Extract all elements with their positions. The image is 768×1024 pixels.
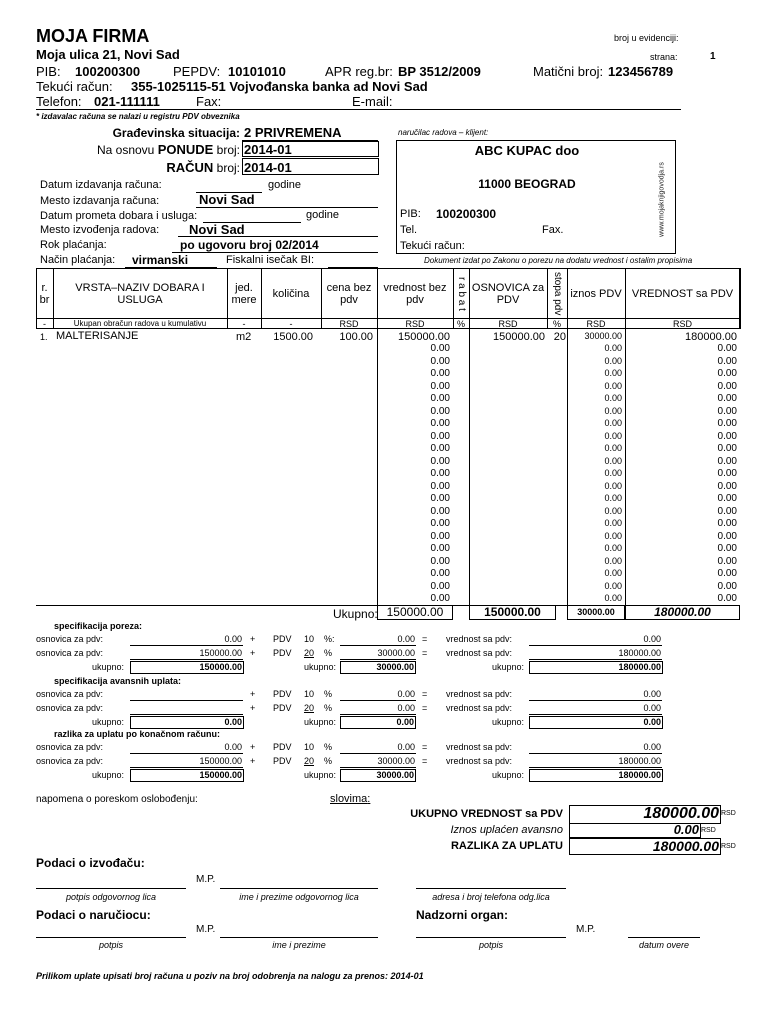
item-kolicina: 1500.00 xyxy=(273,331,313,343)
godine1: godine xyxy=(268,179,302,191)
zero-vrednost-pdv: 0.00 xyxy=(717,493,737,504)
zero-vrednost: 0.00 xyxy=(430,343,450,354)
zero-vrednost-pdv: 0.00 xyxy=(717,343,737,354)
equals-sign: = xyxy=(422,648,428,658)
pepdv-value: 10101010 xyxy=(228,64,286,79)
zero-vrednost: 0.00 xyxy=(430,455,450,467)
tekuci-value: 355-1025115-51 Vojvođanska banka ad Novi Sad xyxy=(131,79,428,94)
item-naziv: MALTERISANJE xyxy=(56,330,139,342)
table-unit-cell: - xyxy=(242,319,246,329)
total-osnovica: 150000.00 xyxy=(484,605,541,619)
table-unit-cell: Ukupan obračun radova u kumulativu xyxy=(73,319,207,328)
potpis-label-1: potpis xyxy=(98,940,124,950)
th-stopa: stopa pdv xyxy=(552,272,563,316)
osnovica-line xyxy=(130,659,243,660)
zero-vrednost-pdv: 0.00 xyxy=(717,368,737,379)
osnovica-line xyxy=(130,767,243,768)
zero-iznos-pdv: 0.00 xyxy=(604,443,622,453)
zero-vrednost: 0.00 xyxy=(430,580,450,592)
pdv-amount-line xyxy=(340,714,416,715)
item-cena: 100.00 xyxy=(339,331,373,343)
osnovica-value: 150000.00 xyxy=(199,648,242,658)
vrednost-line xyxy=(529,714,662,715)
table-unit-cell: - xyxy=(289,319,293,329)
racun-box xyxy=(242,158,379,175)
equals-sign: = xyxy=(422,703,428,713)
zero-vrednost-pdv: 0.00 xyxy=(717,530,737,542)
pct-sign: % xyxy=(324,742,333,752)
osnovica-label: osnovica za pdv: xyxy=(36,703,104,713)
th-osnovica: OSNOVICA za PDV xyxy=(471,282,545,306)
zero-vrednost-pdv: 0.00 xyxy=(717,393,737,404)
th-naziv: VRSTA–NAZIV DOBARA I USLUGA xyxy=(75,282,205,306)
ukupno-osnovica: 150000.00 xyxy=(199,770,242,780)
pdv-amount: 0.00 xyxy=(397,689,415,699)
osnovica-value: 0.00 xyxy=(224,634,242,644)
sig-line-2 xyxy=(220,888,378,889)
ime-prezime-label: ime i prezime xyxy=(272,940,326,950)
racun-label xyxy=(60,160,240,175)
pdv-register-note: * izdavalac računa se nalazi u registru PDV obveznika xyxy=(36,112,240,121)
datum-overe-label: datum overe xyxy=(638,940,690,950)
potpis-label-2: potpis xyxy=(478,940,504,950)
th-cena: cena bez pdv xyxy=(326,282,372,306)
th-rabat: r a b a t xyxy=(456,277,467,311)
razlika-rsd: RSD xyxy=(721,843,736,850)
equals-sign: = xyxy=(422,634,428,644)
ukupno-label: ukupno: xyxy=(91,717,124,727)
pct-sign: % xyxy=(324,689,333,699)
client-box-label: naručilac radova – klijent: xyxy=(398,128,489,137)
narucilac-heading: Podaci o naručiocu: xyxy=(36,908,151,922)
zero-vrednost: 0.00 xyxy=(430,568,450,579)
zero-iznos-pdv: 0.00 xyxy=(604,593,622,603)
ukupno-rsd: RSD xyxy=(721,810,736,817)
osnovica-label: osnovica za pdv: xyxy=(36,648,104,658)
sig-line-6 xyxy=(416,937,566,938)
zero-vrednost: 0.00 xyxy=(430,555,450,567)
vrednost-line xyxy=(529,753,662,754)
item-vrednost: 150000.00 xyxy=(398,331,450,343)
sig-line-7 xyxy=(628,937,700,938)
ukupno-label: ukupno: xyxy=(91,770,124,780)
th-iznos-pdv: iznos PDV xyxy=(570,288,622,300)
pdv-rate: 10 xyxy=(303,742,314,752)
vrednost-label: vrednost sa pdv: xyxy=(446,634,513,644)
zero-vrednost-pdv: 0.00 xyxy=(717,405,737,417)
item-vrednost-pdv: 180000.00 xyxy=(685,331,737,343)
sig-line-4 xyxy=(36,937,186,938)
osnovica-line xyxy=(130,645,243,646)
zero-vrednost-pdv: 0.00 xyxy=(717,430,737,442)
pct-sign: %: xyxy=(324,634,335,644)
client-pib: 100200300 xyxy=(436,207,497,221)
zero-iznos-pdv: 0.00 xyxy=(604,468,622,478)
zero-vrednost: 0.00 xyxy=(430,418,450,429)
zero-vrednost-pdv: 0.00 xyxy=(717,568,737,579)
ukupno-osnovica: 150000.00 xyxy=(199,662,242,672)
client-city: 11000 BEOGRAD xyxy=(478,177,576,191)
vrednost-value: 0.00 xyxy=(643,703,661,713)
rok-placanja-line xyxy=(172,252,378,253)
ukupno-label: ukupno: xyxy=(303,717,336,727)
zero-vrednost-pdv: 0.00 xyxy=(717,543,737,554)
ukupno-label: ukupno: xyxy=(491,770,524,780)
ponude-box xyxy=(242,141,379,157)
zero-vrednost-pdv: 0.00 xyxy=(717,418,737,429)
table-unit-cell: RSD xyxy=(586,319,606,329)
th-kolicina: količina xyxy=(272,288,310,300)
client-fax-label: Fax. xyxy=(542,224,564,236)
zero-vrednost: 0.00 xyxy=(430,480,450,492)
mesto-izdavanja-label: Mesto izdavanja računa: xyxy=(40,195,160,207)
osnovica-line xyxy=(130,714,243,715)
situacija-value: 2 PRIVREMENA xyxy=(244,125,342,140)
mesto-izvodjenja-label: Mesto izvođenja radova: xyxy=(40,224,160,236)
zero-iznos-pdv: 0.00 xyxy=(604,393,622,403)
pct-sign: % xyxy=(324,703,333,713)
equals-sign: = xyxy=(422,742,428,752)
table-unit-cell: - xyxy=(43,319,46,329)
zero-vrednost-pdv: 0.00 xyxy=(717,505,737,517)
zero-vrednost: 0.00 xyxy=(430,355,450,367)
table-col-line xyxy=(740,268,741,329)
vrednost-line xyxy=(529,645,662,646)
maticni-label: Matični broj: xyxy=(533,64,604,79)
table-unit-cell: RSD xyxy=(339,319,359,329)
ukupno-label: ukupno: xyxy=(91,662,124,672)
client-tekuci-label: Tekući račun: xyxy=(400,240,465,252)
client-pib-label: PIB: xyxy=(400,208,421,220)
osnovica-value: 0.00 xyxy=(224,742,242,752)
table-unit-cell: RSD xyxy=(405,319,425,329)
zero-iznos-pdv: 0.00 xyxy=(604,543,622,553)
email-label: E-mail: xyxy=(352,94,393,109)
vrednost-label: vrednost sa pdv: xyxy=(446,689,513,699)
zero-vrednost: 0.00 xyxy=(430,530,450,542)
ukupno-label: ukupno: xyxy=(303,770,336,780)
pdv-label: PDV xyxy=(273,648,292,658)
zero-iznos-pdv: 0.00 xyxy=(604,455,622,466)
zero-iznos-pdv: 0.00 xyxy=(604,368,622,378)
ukupno-osnovica: 0.00 xyxy=(224,717,242,727)
zero-iznos-pdv: 0.00 xyxy=(604,405,622,416)
ponude-label xyxy=(60,142,240,157)
zero-vrednost: 0.00 xyxy=(430,380,450,392)
rok-placanja-label: Rok plaćanja: xyxy=(40,239,107,251)
zakon-note: Dokument izdat po Zakonu o porezu na dodatu vrednost i ostalim propisima xyxy=(424,256,693,265)
item-osnovica: 150000.00 xyxy=(493,331,545,343)
zero-vrednost-pdv: 0.00 xyxy=(717,468,737,479)
zero-iznos-pdv: 0.00 xyxy=(604,343,622,353)
table-unit-cell: RSD xyxy=(672,319,692,329)
pdv-label: PDV xyxy=(273,703,292,713)
item-jm: m2 xyxy=(236,331,252,343)
nacin-placanja-value: virmanski xyxy=(132,253,189,267)
pepdv-label: PEPDV: xyxy=(173,64,221,79)
avans-label: Iznos uplaćen avansno xyxy=(450,824,563,836)
plus-sign: + xyxy=(250,703,256,713)
ukupno-sa-pdv-label: UKUPNO VREDNOST sa PDV xyxy=(410,808,563,820)
datum-prometa-label: Datum prometa dobara i usluga: xyxy=(40,210,198,222)
vrednost-line xyxy=(529,700,662,701)
total-pdv: 30000.00 xyxy=(577,607,615,617)
ukupno-pdv: 30000.00 xyxy=(376,770,414,780)
vrednost-line xyxy=(529,767,662,768)
zero-vrednost-pdv: 0.00 xyxy=(717,455,737,467)
zero-vrednost: 0.00 xyxy=(430,405,450,417)
vrednost-value: 0.00 xyxy=(643,742,661,752)
ukupno-sa-pdv-value: 180000.00 xyxy=(643,805,719,822)
zero-iznos-pdv: 0.00 xyxy=(604,493,622,503)
racun-bold: RAČUN xyxy=(166,160,214,175)
item-rbr: 1. xyxy=(40,332,48,342)
plus-sign: + xyxy=(250,689,256,699)
zero-vrednost-pdv: 0.00 xyxy=(717,555,737,567)
vrednost-label: vrednost sa pdv: xyxy=(446,756,513,766)
equals-sign: = xyxy=(422,756,428,766)
payment-note: Prilikom uplate upisati broj računa u poziv na broj odobrenja na nalogu za prenos: 2014-01 xyxy=(36,971,424,981)
plus-sign: + xyxy=(250,742,256,752)
zero-vrednost: 0.00 xyxy=(430,468,450,479)
pdv-label: PDV xyxy=(273,756,292,766)
ukupno-vrednost: 0.00 xyxy=(643,717,661,727)
ponude-suffix: broj: xyxy=(216,143,240,157)
fax-label: Fax: xyxy=(196,94,222,109)
header-divider xyxy=(36,109,681,110)
mp-1: M.P. xyxy=(196,874,216,885)
zero-iznos-pdv: 0.00 xyxy=(604,355,622,366)
evidencija-label: broj u evidenciji: xyxy=(614,33,679,43)
ponude-value: 2014-01 xyxy=(244,142,292,157)
zero-vrednost-pdv: 0.00 xyxy=(717,580,737,592)
mp-3: M.P. xyxy=(576,924,596,935)
pdv-rate: 20 xyxy=(303,756,314,766)
ukupno-pdv: 0.00 xyxy=(396,717,414,727)
table-unit-cell: RSD xyxy=(498,319,518,329)
zero-vrednost: 0.00 xyxy=(430,443,450,454)
telefon-value: 021-111111 xyxy=(94,94,160,109)
slovima-label xyxy=(330,793,370,805)
zero-vrednost: 0.00 xyxy=(430,518,450,529)
zero-iznos-pdv: 0.00 xyxy=(604,580,622,591)
pct-sign: % xyxy=(324,648,333,658)
nadzorni-heading: Nadzorni organ: xyxy=(416,908,508,922)
pib-label: PIB: xyxy=(36,64,61,79)
total-sa-pdv: 180000.00 xyxy=(654,605,711,619)
plus-sign: + xyxy=(250,634,256,644)
vrednost-value: 180000.00 xyxy=(618,756,661,766)
napomena-label: napomena o poreskom oslobođenju: xyxy=(36,794,198,805)
slovima-text: slovima xyxy=(330,793,368,805)
zero-vrednost-pdv: 0.00 xyxy=(717,380,737,392)
avans-rsd: RSD xyxy=(701,827,716,834)
zero-vrednost: 0.00 xyxy=(430,493,450,504)
zero-iznos-pdv: 0.00 xyxy=(604,430,622,441)
vrednost-value: 180000.00 xyxy=(618,648,661,658)
nacin-placanja-label: Način plaćanja: xyxy=(40,254,116,266)
ime-odg-label: ime i prezime odgovornog lica xyxy=(239,892,359,902)
pct-sign: % xyxy=(324,756,333,766)
mesto-izvodjenja-value: Novi Sad xyxy=(189,222,245,237)
page-number: 1 xyxy=(710,51,716,62)
vrednost-line xyxy=(529,659,662,660)
potpis-odg-label: potpis odgovornog lica xyxy=(65,892,157,902)
osnovica-label: osnovica za pdv: xyxy=(36,756,104,766)
mesto-izvodjenja-line xyxy=(178,236,378,237)
zero-iznos-pdv: 0.00 xyxy=(604,568,622,578)
zero-iznos-pdv: 0.00 xyxy=(604,505,622,516)
ukupno-label: ukupno: xyxy=(491,717,524,727)
th-vrednost: vrednost bez pdv xyxy=(383,282,447,306)
mesto-izdavanja-line xyxy=(196,207,378,208)
spec-section-title: specifikacija avansnih uplata: xyxy=(54,676,182,686)
company-name: MOJA FIRMA xyxy=(36,26,150,46)
pdv-amount-line xyxy=(340,753,416,754)
racun-suffix: broj: xyxy=(216,161,240,175)
pdv-amount: 0.00 xyxy=(397,742,415,752)
total-vrednost: 150000.00 xyxy=(386,605,444,619)
ukupno-label: Ukupno: xyxy=(333,607,378,621)
ukupno-vrednost: 180000.00 xyxy=(618,770,661,780)
osnovica-line xyxy=(130,700,243,701)
zero-vrednost-pdv: 0.00 xyxy=(717,593,737,604)
watermark-text: www.mojaknjigovodja.rs xyxy=(658,162,666,237)
pdv-amount: 30000.00 xyxy=(377,756,415,766)
zero-vrednost: 0.00 xyxy=(430,393,450,404)
osnovica-label: osnovica za pdv: xyxy=(36,634,104,644)
ukupno-vrednost: 180000.00 xyxy=(618,662,661,672)
page-label: strana: xyxy=(650,52,678,62)
tekuci-label: Tekući račun: xyxy=(36,79,113,94)
apr-label: APR reg.br: xyxy=(325,64,393,79)
th-rbr: r. br xyxy=(39,282,50,306)
spec-section-title: specifikacija poreza: xyxy=(54,621,143,631)
telefon-label: Telefon: xyxy=(36,94,82,109)
zero-vrednost-pdv: 0.00 xyxy=(717,480,737,492)
zero-iznos-pdv: 0.00 xyxy=(604,518,622,528)
razlika-label: RAZLIKA ZA UPLATU xyxy=(450,840,563,852)
th-vrednost-pdv: VREDNOST sa PDV xyxy=(631,288,734,300)
company-address: Moja ulica 21, Novi Sad xyxy=(36,47,180,62)
zero-iznos-pdv: 0.00 xyxy=(604,418,622,428)
pib-value: 100200300 xyxy=(75,64,141,79)
razlika-value: 180000.00 xyxy=(652,838,719,854)
sig-line-5 xyxy=(220,937,378,938)
pdv-amount-line xyxy=(340,659,416,660)
osnovica-label: osnovica za pdv: xyxy=(36,689,104,699)
godine2: godine xyxy=(306,209,340,221)
situacija-label: Građevinska situacija: xyxy=(112,126,240,140)
pdv-label: PDV xyxy=(273,742,292,752)
maticni-value: 123456789 xyxy=(608,64,674,79)
osnovica-line xyxy=(130,753,243,754)
ukupno-label: ukupno: xyxy=(491,662,524,672)
pdv-amount-line xyxy=(340,767,416,768)
zero-vrednost: 0.00 xyxy=(430,593,450,604)
vrednost-label: vrednost sa pdv: xyxy=(446,703,513,713)
pdv-rate: 10 xyxy=(303,634,314,644)
pdv-label: PDV xyxy=(273,689,292,699)
plus-sign: + xyxy=(250,648,256,658)
zero-iznos-pdv: 0.00 xyxy=(604,555,622,566)
spec-section-title: razlika za uplatu po konačnom računu: xyxy=(54,729,221,739)
pdv-amount-line xyxy=(340,700,416,701)
pdv-amount: 0.00 xyxy=(397,703,415,713)
zero-iznos-pdv: 0.00 xyxy=(604,530,622,541)
pdv-label: PDV xyxy=(273,634,292,644)
zero-iznos-pdv: 0.00 xyxy=(604,480,622,491)
ponude-prefix: Na osnovu xyxy=(96,143,155,157)
item-stopa: 20 xyxy=(553,331,566,343)
pdv-rate: 20 xyxy=(303,703,314,713)
client-tel-label: Tel. xyxy=(400,224,418,236)
rok-placanja-value: po ugovoru broj 02/2014 xyxy=(180,238,319,252)
sig-line-3 xyxy=(416,888,566,889)
plus-sign: + xyxy=(250,756,256,766)
racun-value: 2014-01 xyxy=(244,160,292,175)
table-unit-cell: % xyxy=(552,319,561,329)
client-name: ABC KUPAC doo xyxy=(474,143,580,158)
pdv-rate: 20 xyxy=(303,648,314,658)
vrednost-value: 0.00 xyxy=(643,689,661,699)
vrednost-label: vrednost sa pdv: xyxy=(446,648,513,658)
zero-vrednost-pdv: 0.00 xyxy=(717,443,737,454)
vrednost-label: vrednost sa pdv: xyxy=(446,742,513,752)
ukupno-pdv: 30000.00 xyxy=(376,662,414,672)
zero-vrednost-pdv: 0.00 xyxy=(717,518,737,529)
vrednost-value: 0.00 xyxy=(643,634,661,644)
slovima-colon: : xyxy=(367,793,371,805)
osnovica-label: osnovica za pdv: xyxy=(36,742,104,752)
ukupno-label: ukupno: xyxy=(303,662,336,672)
fiskalni-label: Fiskalni isečak BI: xyxy=(226,254,315,266)
equals-sign: = xyxy=(422,689,428,699)
sig-line-1 xyxy=(36,888,186,889)
pdv-amount: 30000.00 xyxy=(377,648,415,658)
zero-vrednost: 0.00 xyxy=(430,505,450,517)
zero-vrednost: 0.00 xyxy=(430,430,450,442)
datum-izdavanja-label: Datum izdavanja računa: xyxy=(40,179,162,191)
table-unit-cell: % xyxy=(456,319,465,329)
zero-vrednost: 0.00 xyxy=(430,543,450,554)
pdv-amount-line xyxy=(340,645,416,646)
item-iznos-pdv: 30000.00 xyxy=(584,331,622,341)
ponude-bold: PONUDE xyxy=(157,142,214,157)
avans-value: 0.00 xyxy=(673,822,699,837)
zero-vrednost-pdv: 0.00 xyxy=(717,355,737,367)
pdv-amount: 0.00 xyxy=(397,634,415,644)
pdv-rate: 10 xyxy=(303,689,314,699)
izvodjac-heading: Podaci o izvođaču: xyxy=(36,856,145,870)
adresa-odg-label: adresa i broj telefona odg.lica xyxy=(432,892,550,902)
mesto-izdavanja-value: Novi Sad xyxy=(199,192,255,207)
apr-value: BP 3512/2009 xyxy=(398,64,481,79)
th-jm: jed. mere xyxy=(231,282,257,306)
mp-2: M.P. xyxy=(196,924,216,935)
zero-iznos-pdv: 0.00 xyxy=(604,380,622,391)
zero-vrednost: 0.00 xyxy=(430,368,450,379)
osnovica-value: 150000.00 xyxy=(199,756,242,766)
